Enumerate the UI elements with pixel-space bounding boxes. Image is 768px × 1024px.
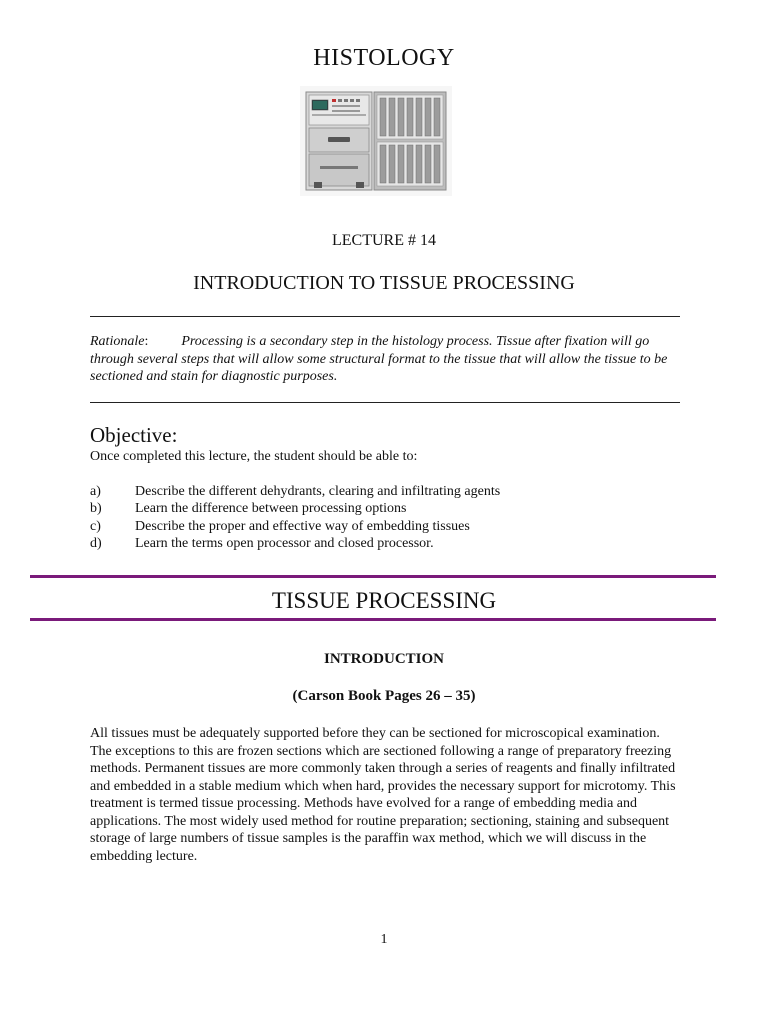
objective-list bbox=[90, 483, 690, 553]
list-item-text: Learn the difference between processing options bbox=[135, 501, 407, 517]
section-title: TISSUE PROCESSING bbox=[271, 588, 497, 613]
list-item-marker: b) bbox=[90, 501, 102, 517]
list-item-text: Describe the proper and effective way of embedding tissues bbox=[135, 518, 470, 534]
divider-top bbox=[90, 316, 680, 317]
list-item bbox=[90, 535, 690, 552]
document-title: HISTOLOGY bbox=[313, 45, 455, 71]
list-item bbox=[90, 483, 690, 500]
list-item-text: Describe the different dehydrants, clearing and infiltrating agents bbox=[135, 484, 501, 499]
divider-bottom bbox=[90, 402, 680, 403]
introduction-heading: INTRODUCTION bbox=[323, 651, 444, 667]
section-divider-bottom bbox=[30, 618, 716, 621]
objective-intro: Once completed this lecture, the student should be able to: bbox=[90, 449, 418, 464]
list-item-text: Learn the terms open processor and closed processor. bbox=[135, 536, 434, 552]
rationale-paragraph bbox=[90, 333, 680, 386]
lecture-number: LECTURE # 14 bbox=[332, 232, 436, 249]
lecture-title: INTRODUCTION TO TISSUE PROCESSING bbox=[193, 272, 575, 294]
tissue-processor-image bbox=[300, 86, 452, 196]
list-item bbox=[90, 500, 690, 517]
list-item-marker: d) bbox=[90, 536, 102, 552]
page-number: 1 bbox=[380, 932, 388, 947]
list-item-marker: c) bbox=[90, 518, 101, 534]
objective-heading: Objective: bbox=[90, 423, 178, 447]
rationale-label: Rationale bbox=[90, 334, 145, 349]
list-item-marker: a) bbox=[90, 484, 101, 499]
section-divider-top bbox=[30, 575, 716, 578]
list-item bbox=[90, 518, 690, 535]
book-reference: (Carson Book Pages 26 – 35) bbox=[292, 688, 476, 704]
rationale-text: Processing is a secondary step in the histology process. Tissue after fixation will go through several steps that will allow some structural format to the tissue that will allow the tissue to be sectioned and stain for diagnostic purposes. bbox=[90, 334, 668, 384]
introduction-body: All tissues must be adequately supported before they can be sectioned for microscopical examination. The exceptions to this are frozen sections which are sectioned following a range of preparatory freezing methods. Permanent tissues are more commonly taken through a series of reagents and finally infiltrated and embedded in a stable medium which when hard, provides the necessary support for microtomy. This treatment is termed tissue processing. Methods have evolved for a range of embedding media and applications. The most widely used method for routine preparation; sectioning, staining and subsequent storage of large numbers of tissue samples is the paraffin wax method, which we will discuss in the embedding lecture. bbox=[90, 726, 676, 864]
rationale-colon: : bbox=[144, 334, 149, 349]
